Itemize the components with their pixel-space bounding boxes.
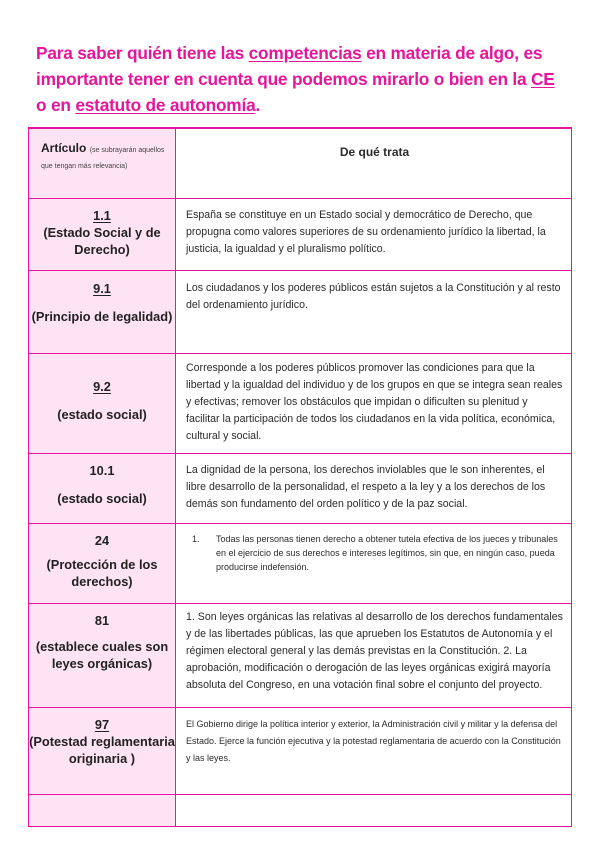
article-title: (Protección de los derechos): [46, 557, 158, 589]
article-header-note: (se subrayarán aquellos que tengan más relevancia): [41, 147, 165, 170]
article-cell: [29, 604, 176, 708]
intro-text-3: o en: [36, 95, 76, 115]
description-cell: [176, 454, 572, 524]
article-cell: [29, 271, 176, 354]
description-cell-empty: [176, 795, 572, 827]
description-cell: [176, 271, 572, 354]
description-cell: [176, 199, 572, 271]
article-number: 9.1: [93, 281, 111, 296]
table-row: [29, 354, 572, 454]
table-row-empty: [29, 795, 572, 827]
article-title: (Principio de legalidad): [31, 309, 173, 324]
description-cell: [176, 524, 572, 604]
estatuto-link[interactable]: estatuto de autonomía: [75, 95, 256, 115]
article-description: Corresponde a los poderes públicos promover las condiciones para que la libertad y la igualdad del individuo y de los grupos en que se integra sean reales y efectivas; remover los obstáculos que impidan o dificulten su plenitud y facilitar la participación de todos los ciudadanos en la vida política, económica, cultural y social.: [186, 362, 563, 442]
article-number: 97: [94, 717, 110, 732]
article-description: 1. Son leyes orgánicas las relativas al desarrollo de los derechos fundamentales y de las libertades públicas, las que aprueben los Estatutos de Autonomía y el régimen electoral general y las demás previstas en la Constitución. 2. La aprobación, modificación o derogación de las leyes orgánicas exigirá mayoría absoluta del Congreso, en una votación final sobre el conjunto del proyecto.: [186, 611, 563, 691]
article-column-header: [29, 128, 176, 199]
article-title: (estado social): [57, 407, 147, 422]
article-cell-empty: [29, 795, 176, 827]
article-title: (Potestad reglamentaria originaria ): [29, 734, 175, 766]
list-number: 1.: [192, 534, 200, 544]
intro-text-2: en materia de algo, es importante tener en cuenta que podemos mirarlo o bien en la: [36, 43, 543, 89]
intro-text-4: .: [255, 95, 261, 115]
article-title: (estado social): [57, 491, 147, 506]
article-number: 9.2: [93, 379, 111, 394]
table-row: [29, 708, 572, 795]
article-number: 1.1: [93, 208, 111, 223]
article-cell: [29, 354, 176, 454]
ce-link[interactable]: CE: [531, 69, 555, 89]
article-cell: [29, 708, 176, 795]
description-column-header: [176, 128, 572, 199]
article-description: Los ciudadanos y los poderes públicos están sujetos a la Constitución y al resto del ordenamiento jurídico.: [186, 282, 561, 311]
article-title: (establece cuales son leyes orgánicas): [35, 639, 169, 671]
article-title: (Estado Social y de Derecho): [43, 225, 161, 257]
articles-table: [28, 127, 572, 827]
table-row: [29, 271, 572, 354]
intro-text-1: Para saber quién tiene las: [36, 43, 249, 63]
article-cell: [29, 454, 176, 524]
table-row: [29, 199, 572, 271]
description-cell: [176, 354, 572, 454]
article-number: 81: [94, 613, 110, 628]
description-header-label: De qué trata: [339, 145, 410, 159]
description-cell: [176, 604, 572, 708]
intro-paragraph: [36, 40, 566, 118]
description-cell: [176, 708, 572, 795]
article-description: La dignidad de la persona, los derechos inviolables que le son inherentes, el libre desarrollo de la personalidad, el respeto a la ley y a los derechos de los demás son fundamento del orden político y de la paz social.: [186, 464, 546, 510]
article-cell: [29, 524, 176, 604]
article-header-label: Artículo: [41, 141, 87, 155]
article-description: El Gobierno dirige la política interior y exterior, la Administración civil y militar y la defensa del Estado. Ejerce la función ejecutiva y la potestad reglamentaria de acuerdo con la Constitución y las leyes.: [186, 719, 561, 763]
competencias-link[interactable]: competencias: [248, 43, 362, 63]
article-cell: [29, 199, 176, 271]
table-row: [29, 604, 572, 708]
article-number: 10.1: [89, 463, 115, 478]
table-row: [29, 524, 572, 604]
article-description: Todas las personas tienen derecho a obtener tutela efectiva de los jueces y tribunales en el ejercicio de sus derechos e intereses legítimos, sin que, en ningún caso, pueda producirse indefensión.: [216, 534, 558, 572]
article-description: España se constituye en un Estado social y democrático de Derecho, que propugna como valores superiores de su ordenamiento jurídico la libertad, la justicia, la igualdad y el pluralismo político.: [186, 209, 546, 255]
table-row: [29, 454, 572, 524]
list-item: [186, 532, 563, 574]
table-header-row: [29, 128, 572, 199]
article-number: 24: [94, 533, 110, 548]
